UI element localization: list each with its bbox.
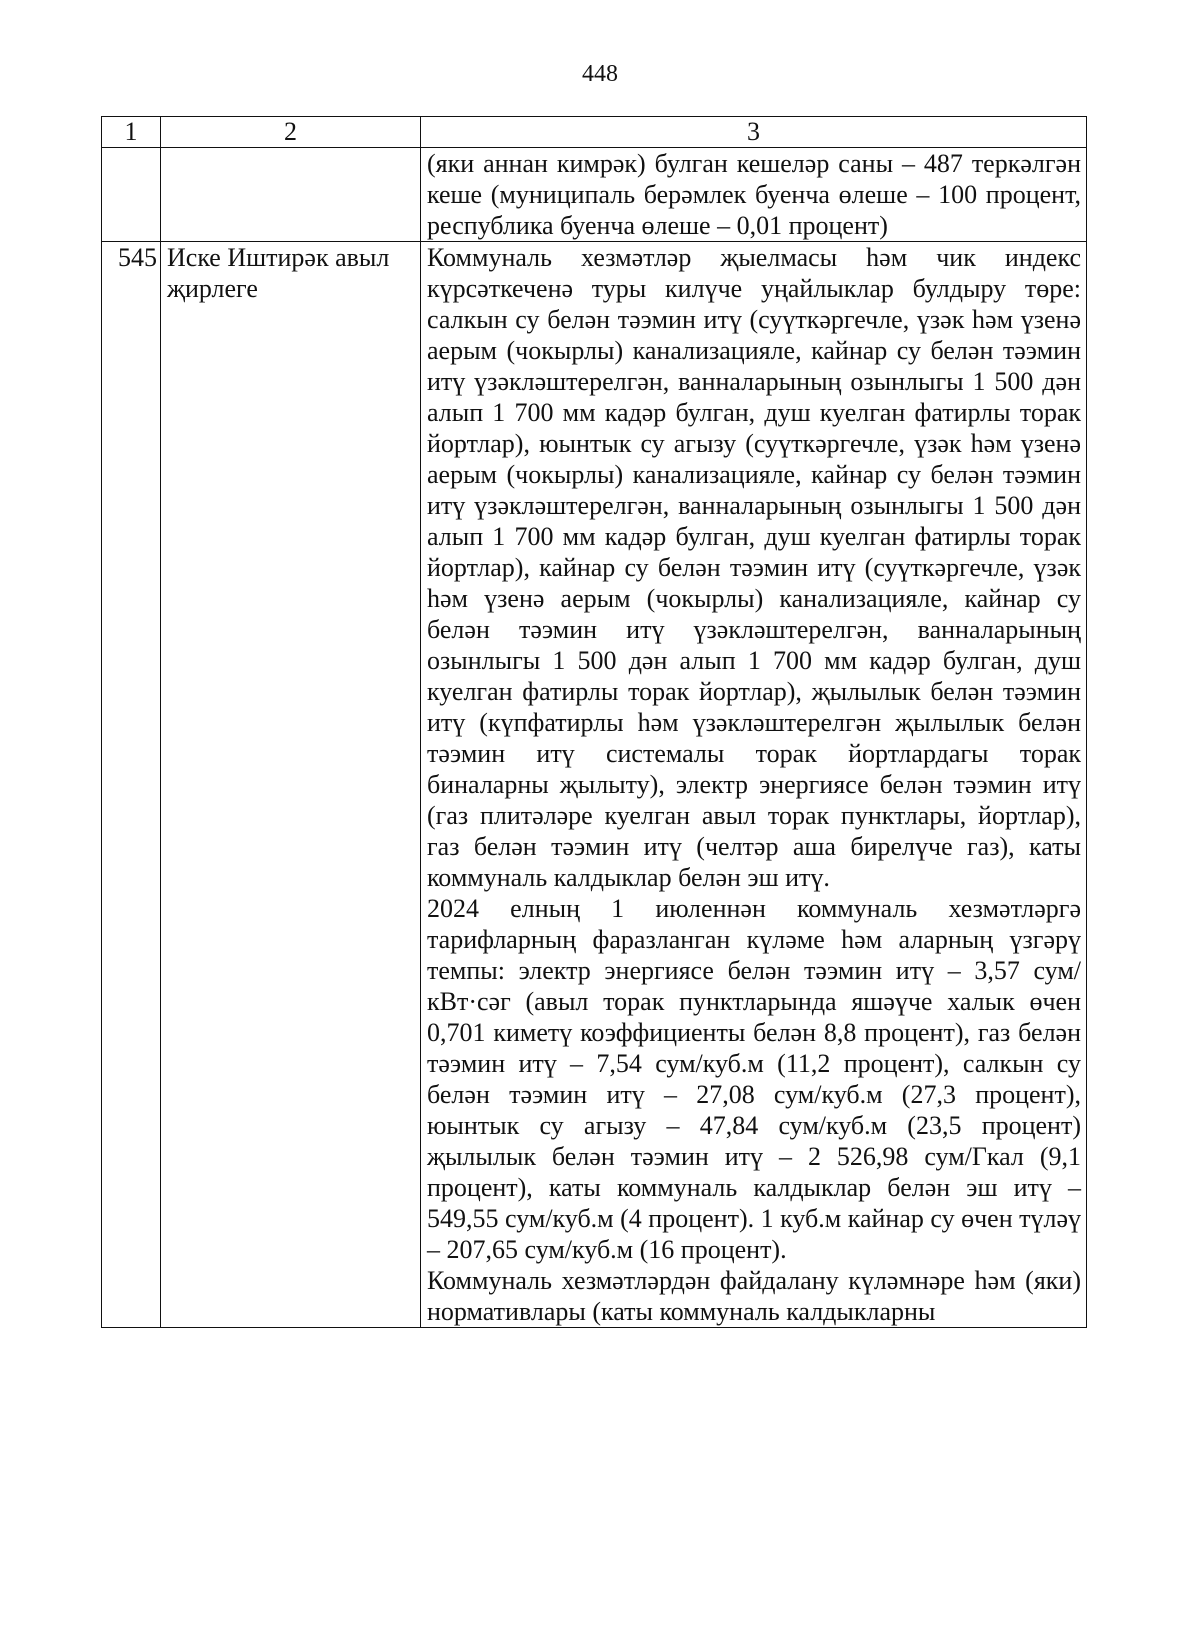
row-number [102, 148, 161, 242]
header-col-1: 1 [102, 117, 161, 148]
description-paragraph: 2024 елның 1 июленнән коммуналь хезмәтләргә тарифларның фаразланган күләме һәм аларның үзгәрү темпы: электр энергиясе белән тәэмин итү – 3,57 сум/кВт·сәг (авыл торак пунктларында яшәүче халык өчен 0,701 киметү коэффициенты белән 8,8 процент), газ белән тәэмин итү – 7,54 сум/куб.м (11,2 процент), салкын су белән тәэмин итү – 27,08 сум/куб.м (27,3 процент), юынтык су агызу – 47,84 сум/куб.м (23,5 процент) җылылык белән тәэмин итү – 2 526,98 сум/Гкал (9,1 процент), каты коммуналь калдыклар белән эш итү – 549,55 сум/куб.м (4 процент). 1 куб.м кайнар су өчен түләү – 207,65 сум/куб.м (16 процент). [427, 894, 1081, 1264]
header-col-3: 3 [421, 117, 1087, 148]
description-paragraph: Коммуналь хезмәтләрдән файдалану күләмнәре һәм (яки) нормативлары (каты коммуналь калдыкларны [427, 1266, 1081, 1326]
header-col-2: 2 [161, 117, 421, 148]
settlement-name [161, 148, 421, 242]
table-row-continuation [102, 148, 1087, 242]
description-cell [421, 242, 1087, 1328]
document-table [101, 116, 1087, 1328]
description-paragraph: (яки аннан кимрәк) булган кешеләр саны – 487 теркәлгән кеше (муниципаль берәмлек буенча өлеше – 100 процент, республика буенча өлеше – 0,01 процент) [427, 149, 1081, 240]
table-row-545 [102, 242, 1087, 1328]
description-cell [421, 148, 1087, 242]
page-number: 448 [582, 61, 618, 87]
description-paragraph: Коммуналь хезмәтләр җыелмасы һәм чик индекс күрсәткеченә туры килүче уңайлыклар булдыру төре: салкын су белән тәэмин итү (суүткәргечле, үзәк һәм үзенә аерым (чокырлы) канализацияле, кайнар су белән тәэмин итү үзәкләштерелгән, ванналарының озынлыгы 1 500 дән алып 1 700 мм кадәр булган, душ куелган фатирлы торак йортлар), юынтык су агызу (суүткәргечле, үзәк һәм үзенә аерым (чокырлы) канализацияле, кайнар су белән тәэмин итү үзәкләштерелгән, ванналарының озынлыгы 1 500 дән алып 1 700 мм кадәр булган, душ куелган фатирлы торак йортлар), кайнар су белән тәэмин итү (суүткәргечле, үзәк һәм үзенә аерым (чокырлы) канализацияле, кайнар су белән тәэмин итү үзәкләштерелгән, ванналарының озынлыгы 1 500 дән алып 1 700 мм кадәр булган, душ куелган фатирлы торак йортлар), җылылык белән тәэмин итү (күпфатирлы һәм үзәкләштерелгән җылылык белән тәэмин итү системалы торак йортлардагы торак биналарны җылыту), электр энергиясе белән тәэмин итү (газ плитәләре куелган авыл торак пунктлары, йортлар), газ белән тәэмин итү (челтәр аша бирелүче газ), каты коммуналь калдыклар белән эш итү. [427, 243, 1081, 892]
settlement-name: Иске Иштирәк авыл җирлеге [161, 242, 421, 1328]
table-header-row [102, 117, 1087, 148]
row-number: 545 [102, 242, 161, 1328]
